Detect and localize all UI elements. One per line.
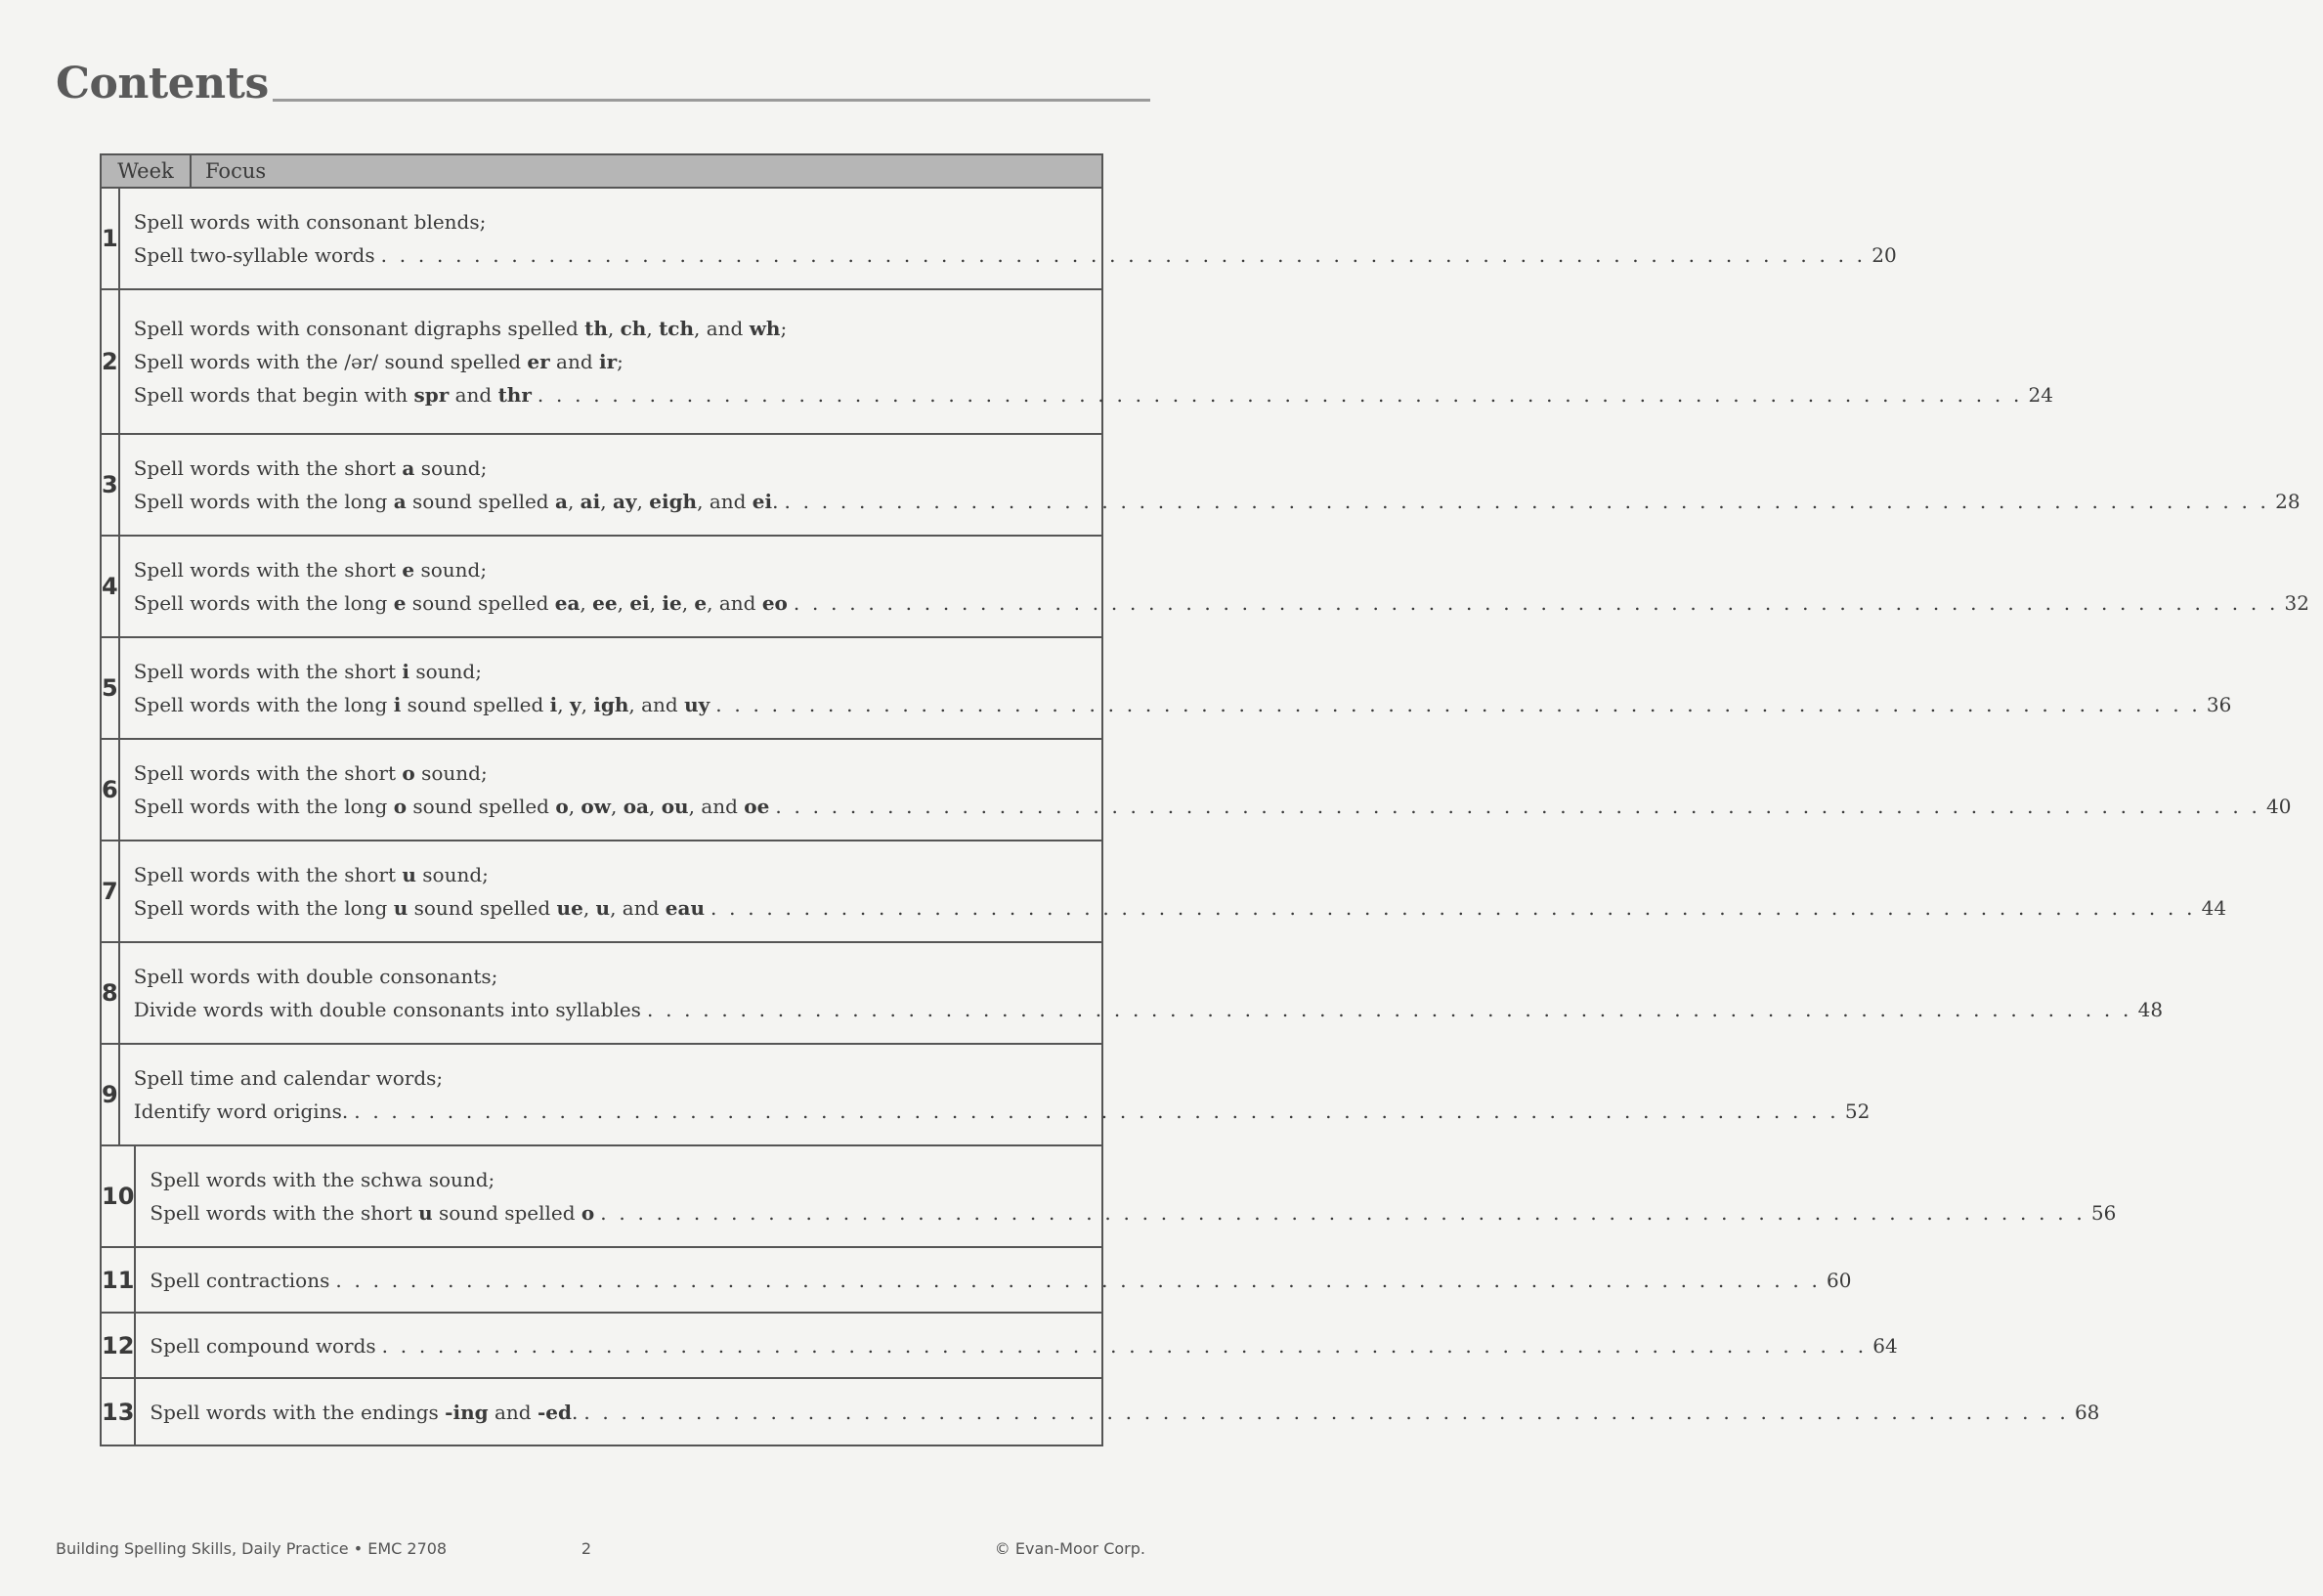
page-number: 60 <box>1827 1268 1852 1292</box>
spelling-pattern: ch <box>620 317 647 340</box>
text-segment: , and <box>707 591 762 615</box>
focus-text <box>150 1329 375 1362</box>
table-row <box>102 290 2053 435</box>
text-segment: Spell words with the short <box>150 1201 419 1225</box>
spelling-pattern: u <box>393 896 409 920</box>
week-header: Week <box>102 155 192 187</box>
spelling-pattern: ue <box>556 896 583 920</box>
spelling-pattern: o <box>555 795 569 818</box>
spelling-pattern: i <box>549 693 558 716</box>
spelling-pattern: tch <box>659 317 695 340</box>
text-segment: and <box>449 383 498 407</box>
table-body <box>102 189 2309 1445</box>
table-row <box>102 638 2232 740</box>
spelling-pattern: e <box>393 591 407 615</box>
focus-line <box>134 485 2301 518</box>
focus-text <box>134 1095 349 1128</box>
focus-text <box>134 1066 443 1090</box>
dot-leader: . . . . . . . . . . . . . . . . . . . . . . . . . . . . . . . . . . . . . . . . . . . . . . . . . . . . . . . . . . . . . . . . . . . . . . . . . . . . . . . . <box>335 1268 1822 1292</box>
text-segment: Spell compound words <box>150 1333 376 1358</box>
text-segment: sound spelled <box>407 795 556 818</box>
text-segment: . <box>772 490 779 513</box>
spelling-pattern: eo <box>761 591 788 615</box>
focus-line <box>134 688 2232 721</box>
focus-text <box>150 1196 594 1229</box>
text-segment: Spell words with consonant blends; <box>133 210 487 234</box>
dot-leader: . . . . . . . . . . . . . . . . . . . . . . . . . . . . . . . . . . . . . . . . . . . . . . . . . . . . . . . . . . . . . . . . . . . . . . . . . . . . . . . . <box>646 998 2132 1021</box>
text-segment: sound spelled <box>401 693 550 716</box>
dot-leader: . . . . . . . . . . . . . . . . . . . . . . . . . . . . . . . . . . . . . . . . . . . . . . . . . . . . . . . . . . . . . . . . . . . . . . . . . . . . . . . . <box>784 490 2270 513</box>
spelling-pattern: o <box>393 795 408 818</box>
text-segment: Spell words with the short <box>133 558 403 582</box>
table-header <box>102 155 1101 189</box>
spelling-pattern: o <box>402 761 415 785</box>
focus-text <box>134 993 641 1026</box>
focus-cell <box>120 537 2323 636</box>
focus-line <box>150 1196 2116 1229</box>
focus-text <box>134 891 705 925</box>
focus-text <box>150 1264 329 1297</box>
page-number: 32 <box>2284 591 2309 615</box>
spelling-pattern: ei <box>629 591 650 615</box>
contents-table <box>100 153 2309 1446</box>
page-number: 52 <box>1844 1100 1871 1123</box>
week-number: 6 <box>102 740 120 840</box>
spelling-pattern: y <box>569 693 581 716</box>
week-number: 1 <box>102 189 120 288</box>
spelling-pattern: ie <box>662 591 682 615</box>
focus-line <box>150 1329 1897 1362</box>
spelling-pattern: e <box>402 558 415 582</box>
spelling-pattern: uy <box>684 693 710 716</box>
focus-line <box>134 452 2301 485</box>
text-segment: , <box>617 591 630 615</box>
focus-line <box>134 756 2292 790</box>
spelling-pattern: u <box>402 863 416 886</box>
title-area <box>56 57 1150 106</box>
focus-cell <box>120 841 2240 941</box>
dot-leader: . . . . . . . . . . . . . . . . . . . . . . . . . . . . . . . . . . . . . . . . . . . . . . . . . . . . . . . . . . . . . . . . . . . . . . . . . . . . . . . . <box>715 693 2201 716</box>
text-segment: Spell two-syllable words <box>133 243 375 267</box>
dot-leader: . . . . . . . . . . . . . . . . . . . . . . . . . . . . . . . . . . . . . . . . . . . . . . . . . . . . . . . . . . . . . . . . . . . . . . . . . . . . . . . . <box>775 795 2261 818</box>
focus-line <box>134 960 2163 993</box>
focus-line <box>134 790 2292 823</box>
focus-header: Focus <box>205 159 267 183</box>
text-segment: , <box>636 490 650 513</box>
week-number: 9 <box>102 1045 120 1144</box>
spelling-pattern: ee <box>592 591 618 615</box>
text-segment: Spell words with the short <box>133 863 403 886</box>
text-segment: and <box>488 1400 538 1424</box>
spelling-pattern: i <box>393 693 402 716</box>
spelling-pattern: -ed <box>537 1400 572 1424</box>
spelling-pattern: oa <box>623 795 649 818</box>
focus-text <box>134 790 770 823</box>
text-segment: , and <box>694 317 750 340</box>
text-segment: sound; <box>409 660 482 683</box>
text-segment: sound spelled <box>406 591 555 615</box>
text-segment: , <box>649 591 663 615</box>
focus-line <box>134 1095 1871 1128</box>
week-number: 8 <box>102 943 120 1043</box>
focus-line <box>134 993 2163 1026</box>
spelling-pattern: oe <box>744 795 770 818</box>
focus-text <box>150 1396 578 1429</box>
spelling-pattern: eau <box>665 896 705 920</box>
text-segment: sound; <box>414 456 488 480</box>
text-segment: Spell words with the long <box>133 795 394 818</box>
text-segment: , <box>568 795 581 818</box>
focus-text <box>134 688 710 721</box>
focus-cell <box>120 189 1911 288</box>
text-segment: , <box>600 490 613 513</box>
text-segment: Spell words with the long <box>133 490 394 513</box>
focus-text <box>134 238 375 272</box>
table-row <box>102 1045 1871 1146</box>
focus-line <box>150 1163 2116 1196</box>
footer-copyright: © Evan-Moor Corp. <box>994 1539 1145 1558</box>
week-number: 5 <box>102 638 120 738</box>
week-number: 11 <box>102 1248 136 1312</box>
table-row <box>102 1314 1898 1379</box>
table-row <box>102 435 2301 537</box>
focus-text <box>134 863 489 886</box>
week-number: 3 <box>102 435 120 535</box>
focus-text <box>150 1168 495 1191</box>
text-segment: , <box>646 317 660 340</box>
focus-line <box>150 1264 1851 1297</box>
focus-text <box>134 378 532 411</box>
text-segment: , <box>567 490 581 513</box>
focus-cell <box>120 435 2314 535</box>
focus-text <box>134 350 624 373</box>
focus-text <box>134 210 487 234</box>
table-row <box>102 841 2227 943</box>
text-segment: Spell words that begin with <box>133 383 414 407</box>
text-segment: , <box>581 693 594 716</box>
text-segment: , and <box>628 693 685 716</box>
table-row <box>102 740 2292 841</box>
week-number: 13 <box>102 1379 136 1445</box>
text-segment: Spell time and calendar words; <box>133 1066 444 1090</box>
spelling-pattern: ei <box>752 490 773 513</box>
page-number: 48 <box>2137 998 2164 1021</box>
focus-text <box>134 586 788 620</box>
focus-line <box>134 586 2309 620</box>
spelling-pattern: ou <box>661 795 689 818</box>
focus-cell <box>136 1146 2129 1246</box>
table-row <box>102 537 2309 638</box>
page-title: Contents <box>56 59 269 108</box>
focus-text <box>134 317 788 340</box>
text-segment: , <box>557 693 570 716</box>
text-segment: sound spelled <box>408 896 557 920</box>
focus-text <box>134 485 779 518</box>
week-number: 7 <box>102 841 120 941</box>
week-number: 4 <box>102 537 120 636</box>
text-segment: , <box>681 591 695 615</box>
focus-text <box>134 456 488 480</box>
spelling-pattern: u <box>418 1201 433 1225</box>
page-number: 20 <box>1871 243 1897 267</box>
dot-leader: . . . . . . . . . . . . . . . . . . . . . . . . . . . . . . . . . . . . . . . . . . . . . . . . . . . . . . . . . . . . . . . . . . . . . . . . . . . . . . . . <box>354 1100 1839 1123</box>
footer-book-title: Building Spelling Skills, Daily Practice • EMC 2708 <box>56 1539 448 1558</box>
spelling-pattern: ow <box>581 795 611 818</box>
text-segment: , and <box>688 795 745 818</box>
dot-leader: . . . . . . . . . . . . . . . . . . . . . . . . . . . . . . . . . . . . . . . . . . . . . . . . . . . . . . . . . . . . . . . . . . . . . . . . . . . . . . . . <box>537 383 2023 407</box>
dot-leader: . . . . . . . . . . . . . . . . . . . . . . . . . . . . . . . . . . . . . . . . . . . . . . . . . . . . . . . . . . . . . . . . . . . . . . . . . . . . . . . . <box>380 243 1867 267</box>
table-row <box>102 1146 2117 1248</box>
text-segment: Spell words with the endings <box>150 1400 446 1424</box>
text-segment: Identify word origins. <box>133 1100 349 1123</box>
text-segment: sound spelled <box>432 1201 581 1225</box>
focus-text <box>134 660 482 683</box>
text-segment: ; <box>617 350 624 373</box>
dot-leader: . . . . . . . . . . . . . . . . . . . . . . . . . . . . . . . . . . . . . . . . . . . . . . . . . . . . . . . . . . . . . . . . . . . . . . . . . . . . . . . . <box>600 1201 2086 1225</box>
text-segment: Spell words with the schwa sound; <box>150 1168 495 1191</box>
table-row <box>102 1248 1852 1314</box>
text-segment: . <box>571 1400 579 1424</box>
focus-line <box>134 655 2232 688</box>
table-row <box>102 943 2164 1045</box>
text-segment: , and <box>697 490 753 513</box>
text-segment: , and <box>610 896 666 920</box>
focus-text <box>134 965 498 988</box>
text-segment: Spell words with the long <box>133 591 394 615</box>
focus-line <box>134 378 2053 411</box>
dot-leader: . . . . . . . . . . . . . . . . . . . . . . . . . . . . . . . . . . . . . . . . . . . . . . . . . . . . . . . . . . . . . . . . . . . . . . . . . . . . . . . . <box>710 896 2196 920</box>
focus-cell <box>120 740 2305 840</box>
focus-line <box>134 1061 1871 1095</box>
focus-cell <box>136 1379 2113 1445</box>
text-segment: Spell words with consonant digraphs spelled <box>133 317 585 340</box>
text-segment: Spell words with the short <box>133 660 403 683</box>
page-number: 68 <box>2074 1400 2100 1424</box>
spelling-pattern: i <box>402 660 409 683</box>
spelling-pattern: e <box>694 591 708 615</box>
page-number: 28 <box>2275 490 2301 513</box>
text-segment: ; <box>780 317 788 340</box>
spelling-pattern: ea <box>554 591 581 615</box>
focus-cell <box>120 638 2246 738</box>
text-segment: Spell words with the short <box>133 761 403 785</box>
dot-leader: . . . . . . . . . . . . . . . . . . . . . . . . . . . . . . . . . . . . . . . . . . . . . . . . . . . . . . . . . . . . . . . . . . . . . . . . . . . . . . . . <box>793 591 2279 615</box>
text-segment: sound; <box>415 863 489 886</box>
focus-line <box>134 345 2053 378</box>
focus-text <box>134 558 487 582</box>
spelling-pattern: o <box>581 1201 595 1225</box>
table-row <box>102 1379 2100 1445</box>
focus-text <box>134 761 488 785</box>
text-segment: Spell words with the /ər/ sound spelled <box>133 350 528 373</box>
focus-line <box>150 1396 2099 1429</box>
focus-line <box>134 553 2309 586</box>
text-segment: sound spelled <box>406 490 555 513</box>
focus-cell <box>136 1314 1911 1377</box>
footer-page-number: 2 <box>581 1539 592 1558</box>
text-segment: Spell words with double consonants; <box>133 965 498 988</box>
text-segment: , <box>649 795 662 818</box>
text-segment: , <box>580 591 593 615</box>
text-segment: Spell contractions <box>150 1268 330 1292</box>
spelling-pattern: er <box>527 350 550 373</box>
focus-cell <box>120 290 2067 433</box>
page-number: 44 <box>2201 896 2227 920</box>
week-number: 12 <box>102 1314 136 1377</box>
focus-line <box>134 858 2226 891</box>
spelling-pattern: spr <box>413 383 450 407</box>
text-segment: Spell words with the long <box>133 896 394 920</box>
focus-cell <box>120 1045 1884 1144</box>
spelling-pattern: igh <box>593 693 629 716</box>
spelling-pattern: eigh <box>649 490 698 513</box>
week-number: 10 <box>102 1146 136 1246</box>
spelling-pattern: ai <box>580 490 601 513</box>
dot-leader: . . . . . . . . . . . . . . . . . . . . . . . . . . . . . . . . . . . . . . . . . . . . . . . . . . . . . . . . . . . . . . . . . . . . . . . . . . . . . . . . <box>583 1400 2069 1424</box>
spelling-pattern: u <box>595 896 611 920</box>
text-segment: sound; <box>414 761 488 785</box>
week-number: 2 <box>102 290 120 433</box>
page-number: 40 <box>2266 795 2292 818</box>
text-segment: sound; <box>414 558 488 582</box>
text-segment: , <box>610 795 624 818</box>
page-number: 64 <box>1872 1333 1898 1358</box>
spelling-pattern: thr <box>497 383 532 407</box>
focus-cell <box>136 1248 1865 1312</box>
spelling-pattern: -ing <box>445 1400 489 1424</box>
focus-line <box>134 312 2053 345</box>
text-segment: Spell words with the long <box>133 693 394 716</box>
page-number: 56 <box>2090 1201 2117 1225</box>
text-segment: , <box>582 896 596 920</box>
spelling-pattern: ay <box>612 490 637 513</box>
text-segment: , <box>607 317 621 340</box>
focus-line <box>134 238 1897 272</box>
page-number: 36 <box>2206 693 2232 716</box>
focus-cell <box>120 943 2176 1043</box>
spelling-pattern: a <box>393 490 407 513</box>
text-segment: Divide words with double consonants into syllables <box>133 998 641 1021</box>
spelling-pattern: ir <box>598 350 618 373</box>
spelling-pattern: th <box>584 317 608 340</box>
focus-line <box>134 205 1897 238</box>
page-number: 24 <box>2028 383 2053 407</box>
spelling-pattern: a <box>402 456 415 480</box>
spelling-pattern: a <box>554 490 568 513</box>
focus-line <box>134 891 2226 925</box>
spelling-pattern: wh <box>749 317 781 340</box>
table-row <box>102 189 1897 290</box>
dot-leader: . . . . . . . . . . . . . . . . . . . . . . . . . . . . . . . . . . . . . . . . . . . . . . . . . . . . . . . . . . . . . . . . . . . . . . . . . . . . . . . . <box>381 1333 1868 1358</box>
text-segment: Spell words with the short <box>133 456 403 480</box>
text-segment: and <box>549 350 599 373</box>
title-rule <box>273 99 1150 102</box>
